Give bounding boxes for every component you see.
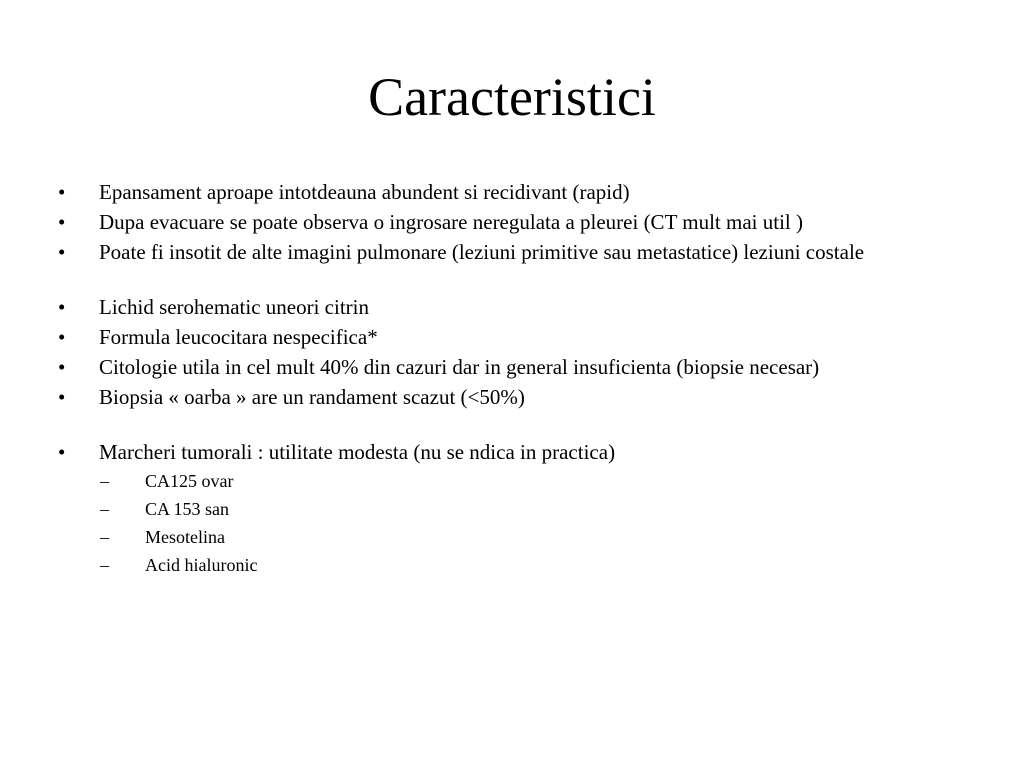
sub-list-item <box>58 498 978 520</box>
bullet-marker: • <box>58 295 66 319</box>
list-item <box>58 210 978 234</box>
bullet-marker: • <box>58 210 66 234</box>
sub-list-item <box>58 526 978 548</box>
list-item-text: Dupa evacuare se poate observa o ingrosare neregulata a pleurei (CT mult mai util ) <box>99 210 804 234</box>
list-item <box>58 295 978 319</box>
list-item <box>58 440 978 464</box>
list-item <box>58 355 978 379</box>
list-item-text: Formula leucocitara nespecifica* <box>99 325 378 349</box>
bullet-marker: • <box>58 240 66 264</box>
sub-list-item-text: CA125 ovar <box>145 471 234 491</box>
sub-list-item-text: Acid hialuronic <box>145 555 258 575</box>
list-item-text: Marcheri tumorali : utilitate modesta (nu se ndica in practica) <box>99 440 616 464</box>
spacer <box>58 415 978 440</box>
list-item-text: Citologie utila in cel mult 40% din cazuri dar in general insuficienta (biopsie necesar) <box>99 355 820 379</box>
dash-marker: – <box>100 555 109 575</box>
sub-list-item <box>58 470 978 492</box>
bullet-marker: • <box>58 385 66 409</box>
sub-list-item <box>58 554 978 576</box>
slide-title: Caracteristici <box>368 67 656 127</box>
list-item-text: Lichid serohematic uneori citrin <box>99 295 369 319</box>
bullet-marker: • <box>58 325 66 349</box>
list-item-text: Poate fi insotit de alte imagini pulmonare (leziuni primitive sau metastatice) leziuni costale <box>99 240 865 264</box>
bullet-marker: • <box>58 355 66 379</box>
dash-marker: – <box>100 499 109 519</box>
bullet-list <box>58 180 978 582</box>
dash-marker: – <box>100 471 109 491</box>
spacer <box>58 270 978 295</box>
list-item-text: Epansament aproape intotdeauna abundent si recidivant (rapid) <box>99 180 630 204</box>
bullet-marker: • <box>58 440 66 464</box>
list-item <box>58 385 978 409</box>
sub-list-item-text: CA 153 san <box>145 499 230 519</box>
list-item <box>58 180 978 204</box>
list-item-text: Biopsia « oarba » are un randament scazut (<50%) <box>99 385 525 409</box>
sub-list-item-text: Mesotelina <box>145 527 225 547</box>
bullet-marker: • <box>58 180 66 204</box>
list-item <box>58 240 978 264</box>
list-item <box>58 325 978 349</box>
dash-marker: – <box>100 527 109 547</box>
